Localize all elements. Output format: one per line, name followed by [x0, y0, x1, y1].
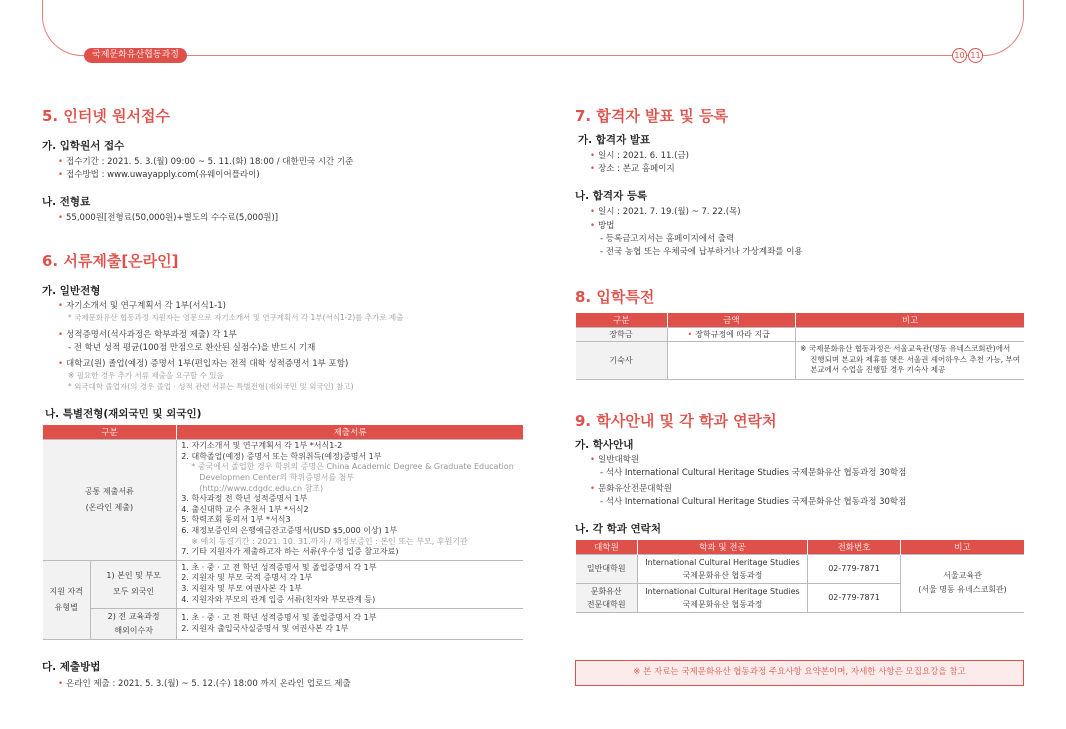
- s5-b-title: 나. 전형료: [42, 196, 91, 208]
- contact-phone: 02-779-7871: [808, 554, 901, 583]
- s7-a-title: 가. 합격자 발표: [578, 134, 651, 146]
- s6-a3-note2: * 외국대학 졸업자(의 경우 졸업 · 성적 관련 서류는 특별전형(재외국민 및 외국인) 참고): [68, 382, 354, 391]
- contact-major: [638, 583, 808, 612]
- group2-doc-line: 1. 초 · 중 · 고 전 학년 성적증명서 및 졸업증명서 각 1부: [181, 612, 377, 622]
- common-docs-list: [177, 439, 523, 560]
- section-8-title: 8. 입학특전: [575, 288, 655, 306]
- group1-doc-line: 4. 지원자와 부모의 관계 입증 서류(친자와 부모관계 등): [181, 594, 376, 604]
- s6-a2-sub: - 전 학년 성적 평균(100점 만점으로 환산된 실점수)을 반드시 기재: [68, 343, 316, 353]
- s9-b-title: 나. 각 학과 연락처: [575, 523, 661, 535]
- s7-a1-text: : 2021. 6. 11.(금): [614, 151, 689, 161]
- contacts-header-school: 대학원: [576, 540, 638, 554]
- s7-b2: • 방법: [590, 221, 615, 231]
- group2-doc-line: 2. 지원자 출입국사실증명서 및 여권사본 각 1부: [181, 623, 349, 633]
- common-doc-line: 5. 학력조회 동의서 1부 *서식3: [181, 515, 291, 525]
- group2-label-line1: 2) 전 교육과정: [107, 611, 160, 621]
- group1-docs: [177, 560, 523, 608]
- contacts-header-phone: 전화번호: [808, 540, 901, 554]
- benefits-header-amount: 금액: [667, 313, 796, 327]
- s5-a-title: 가. 입학원서 접수: [42, 140, 125, 152]
- benefit-scholarship-note: [796, 327, 1024, 341]
- s6-a1-text: 자기소개서 및 연구계획서 각 1부(서식1-1): [66, 301, 226, 311]
- footer-notice: ※ 본 자료는 국제문화유산 협동과정 주요사항 요약본이며, 자세한 사항은 모집요강을 참고: [575, 660, 1024, 686]
- s7-a1: • 일시 : 2021. 6. 11.(금): [590, 151, 689, 161]
- benefit-dorm-note-line: 본교에서 수업을 진행할 경우 기숙사 제공: [810, 365, 946, 375]
- s6-c-title: 다. 제출방법: [42, 661, 101, 673]
- s6-a2: • 성적증명서(석사과정은 학부과정 제출) 각 1부: [58, 330, 237, 340]
- s7-b1-text: : 2021. 7. 19.(월) ~ 7. 22.(목): [614, 207, 741, 217]
- group1-label-line1: 1) 본인 및 부모: [106, 571, 161, 580]
- group1-label: [91, 560, 177, 608]
- s9-a-title: 가. 학사안내: [575, 439, 634, 451]
- contact-major-en: International Cultural Heritage Studies: [645, 586, 800, 596]
- benefit-dorm-note-line: 진행되며 본교와 제휴를 맺은 서울권 셰어하우스 추천 가능, 부여: [810, 354, 1020, 364]
- benefit-scholarship-label: 장학금: [576, 327, 668, 341]
- contact-major-ko: 국제문화유산 협동과정: [682, 570, 763, 580]
- s7-a2-text: : 본교 홈페이지: [614, 164, 675, 174]
- section-5-title: 5. 인터넷 원서접수: [42, 107, 171, 125]
- page-number-left: 10: [952, 48, 967, 63]
- s6-a-title: 가. 일반전형: [42, 285, 101, 297]
- s5-a1-text: : 2021. 5. 3.(월) 09:00 ~ 5. 11.(화) 18:00 / 대한민국 시간 기준: [98, 157, 354, 167]
- s5-b1-text: 55,000원[전형료(50,000원)+별도의 수수료(5,000원)]: [66, 213, 279, 223]
- s9-a1-sub: - 석사 International Cultural Heritage Studies 국제문화유산 협동과정 30학점: [600, 468, 907, 478]
- s7-b1-label: 일시: [598, 207, 615, 217]
- s9-a1-text: 일반대학원: [598, 455, 640, 465]
- s6-c1-text: : 2021. 5. 3.(월) ~ 5. 12.(수) 18:00 까지 온라인 업로드 제출: [109, 679, 351, 689]
- s7-b1: • 일시 : 2021. 7. 19.(월) ~ 7. 22.(목): [590, 207, 741, 217]
- common-doc-line: 4. 출신대학 교수 추천서 1부 *서식2: [181, 504, 309, 514]
- common-doc-line: 2. 대학졸업(예정) 증명서 또는 학위취득(예정)증명서 1부: [181, 451, 382, 461]
- eligibility-group-label-line1: 지원 자격: [49, 586, 83, 596]
- contacts-header-note: 비고: [901, 540, 1025, 554]
- contact-school: [576, 583, 638, 612]
- group1-doc-line: 1. 초 · 중 · 고 전 학년 성적증명서 및 졸업증명서 각 1부: [181, 562, 377, 572]
- contact-school: 일반대학원: [576, 554, 638, 583]
- s5-a2: • 접수방법 : www.uwayapply.com(유웨이어플라이): [58, 170, 260, 180]
- benefits-table: [575, 313, 1024, 380]
- s6-a1: • 자기소개서 및 연구계획서 각 1부(서식1-1): [58, 301, 226, 311]
- s7-a1-label: 일시: [598, 151, 615, 161]
- benefit-dorm-note-line: ※ 국제문화유산 협동과정은 서울교육관(명동 유네스코회관)에서: [800, 344, 1011, 354]
- contact-school-line2: 전문대학원: [586, 599, 626, 609]
- contacts-table: [575, 540, 1024, 613]
- common-docs-label-line1: 공통 제출서류: [84, 486, 134, 496]
- eligibility-group-label-line2: 유형별: [54, 602, 78, 612]
- common-docs-label-line2: (온라인 제출): [85, 502, 134, 512]
- page-numbers: [952, 48, 983, 63]
- s5-a1-label: 접수기간: [66, 157, 99, 167]
- s5-a1: • 접수기간 : 2021. 5. 3.(월) 09:00 ~ 5. 11.(화) 18:00 / 대한민국 시간 기준: [58, 157, 354, 167]
- s7-a2: • 장소 : 본교 홈페이지: [590, 164, 675, 174]
- common-doc-note: (http://www.cdgdc.edu.cn 참조): [199, 483, 324, 493]
- eligibility-group-label: [43, 560, 91, 639]
- contacts-header-major: 학과 및 전공: [638, 540, 808, 554]
- section-6-title: 6. 서류제출[온라인]: [42, 252, 179, 270]
- benefit-scholarship-amount: • 장학규정에 따라 지급: [667, 327, 796, 341]
- s9-a2: • 문화유산전문대학원: [590, 484, 672, 494]
- contact-major-en: International Cultural Heritage Studies: [645, 557, 800, 567]
- contact-note-line2: (서울 명동 유네스코회관): [918, 585, 1007, 594]
- benefits-header-note: 비고: [796, 313, 1024, 327]
- contact-note: [901, 554, 1025, 612]
- benefit-scholarship-amount-text: 장학규정에 따라 지급: [695, 329, 770, 339]
- s6-a1-note: * 국제문화유산 협동과정 지원자는 영문으로 자기소개서 및 연구계획서 각 1부(서식1-2)를 추가로 제출: [68, 313, 404, 322]
- s6-c1-label: 온라인 제출: [66, 679, 110, 689]
- section-9-title: 9. 학사안내 및 각 학과 연락처: [575, 412, 777, 430]
- group1-doc-line: 3. 지원자 및 부모 여권사본 각 1부: [181, 584, 303, 593]
- benefit-dorm-amount: [667, 341, 796, 379]
- s5-a2-text: : www.uwayapply.com(유웨이어플라이): [98, 170, 260, 180]
- s6-a3: • 대학교(원) 졸업(예정) 증명서 1부(편입자는 전적 대학 성적증명서 1부 포함): [58, 359, 349, 369]
- s7-b-title: 나. 합격자 등록: [575, 190, 648, 202]
- s7-a2-label: 장소: [598, 164, 615, 174]
- common-doc-line: 3. 학사과정 전 학년 성적증명서 1부: [181, 494, 308, 504]
- section-7-title: 7. 합격자 발표 및 등록: [575, 107, 728, 125]
- common-doc-line: 1. 자기소개서 및 연구계획서 각 1부 *서식1-2: [181, 441, 343, 451]
- course-tag: 국제문화유산협동과정: [84, 48, 187, 63]
- s9-a2-sub: - 석사 International Cultural Heritage Studies 국제문화유산 협동과정 30학점: [600, 497, 907, 507]
- s6-b-title: 나. 특별전형(재외국민 및 외국인): [45, 408, 202, 420]
- contact-note-line1: 서울교육관: [943, 571, 982, 580]
- s6-a2-text: 성적증명서(석사과정은 학부과정 제출) 각 1부: [66, 330, 237, 340]
- benefit-dorm-label: 기숙사: [576, 341, 668, 379]
- common-doc-line: 7. 기타 지원자가 제출하고자 하는 서류(우수성 입증 참고자료): [181, 547, 399, 557]
- s7-b2-label: 방법: [598, 221, 615, 231]
- page-number-right: 11: [968, 48, 983, 63]
- benefit-dorm-note: [796, 341, 1024, 379]
- common-doc-note: Developmen Center의 학위증명서를 첨부: [199, 473, 355, 483]
- contact-major-ko: 국제문화유산 협동과정: [682, 599, 763, 609]
- common-docs-label: [43, 439, 177, 560]
- group1-label-line2: 모두 외국인: [113, 587, 155, 596]
- s5-a2-label: 접수방법: [66, 170, 99, 180]
- s7-b2-sub1: - 등록금고지서는 홈페이지에서 출력: [600, 234, 735, 244]
- contact-phone: 02-779-7871: [808, 583, 901, 612]
- benefits-header-category: 구분: [576, 313, 668, 327]
- s9-a2-text: 문화유산전문대학원: [598, 484, 672, 494]
- common-doc-note: ※ 예치 동결기간 : 2021. 10. 31.까지 / 재정보증인 : 본인 또는 부모, 후원기관: [191, 536, 468, 546]
- table-header-documents: 제출서류: [177, 425, 523, 439]
- page-frame: [42, 0, 1024, 56]
- special-admission-table: [42, 425, 523, 640]
- group2-docs: [177, 608, 523, 639]
- common-doc-note: * 중국에서 졸업한 경우 학위의 증명은 China Academic Degree & Graduate Education: [191, 462, 514, 472]
- s5-b1: • 55,000원[전형료(50,000원)+별도의 수수료(5,000원)]: [58, 213, 279, 223]
- s6-c1: • 온라인 제출 : 2021. 5. 3.(월) ~ 5. 12.(수) 18:00 까지 온라인 업로드 제출: [58, 679, 351, 689]
- contact-major: [638, 554, 808, 583]
- s6-a3-text: 대학교(원) 졸업(예정) 증명서 1부(편입자는 전적 대학 성적증명서 1부 포함): [66, 359, 349, 369]
- s7-b2-sub2: - 전국 농협 또는 우체국에 납부하거나 가상계좌를 이용: [600, 247, 803, 257]
- group2-label: [91, 608, 177, 639]
- contact-school-line1: 문화유산: [590, 586, 622, 596]
- common-doc-line: 6. 재정보증인의 은행예금잔고증명서(USD $5,000 이상) 1부: [181, 525, 398, 535]
- group1-doc-line: 2. 지원자 및 부모 국적 증명서 각 1부: [181, 573, 313, 583]
- s6-a3-note1: ※ 필요한 경우 추가 서류 제출을 요구할 수 있음: [68, 371, 224, 380]
- table-header-category: 구분: [43, 425, 177, 439]
- group2-label-line2: 해외이수자: [114, 625, 153, 635]
- s9-a1: • 일반대학원: [590, 455, 640, 465]
